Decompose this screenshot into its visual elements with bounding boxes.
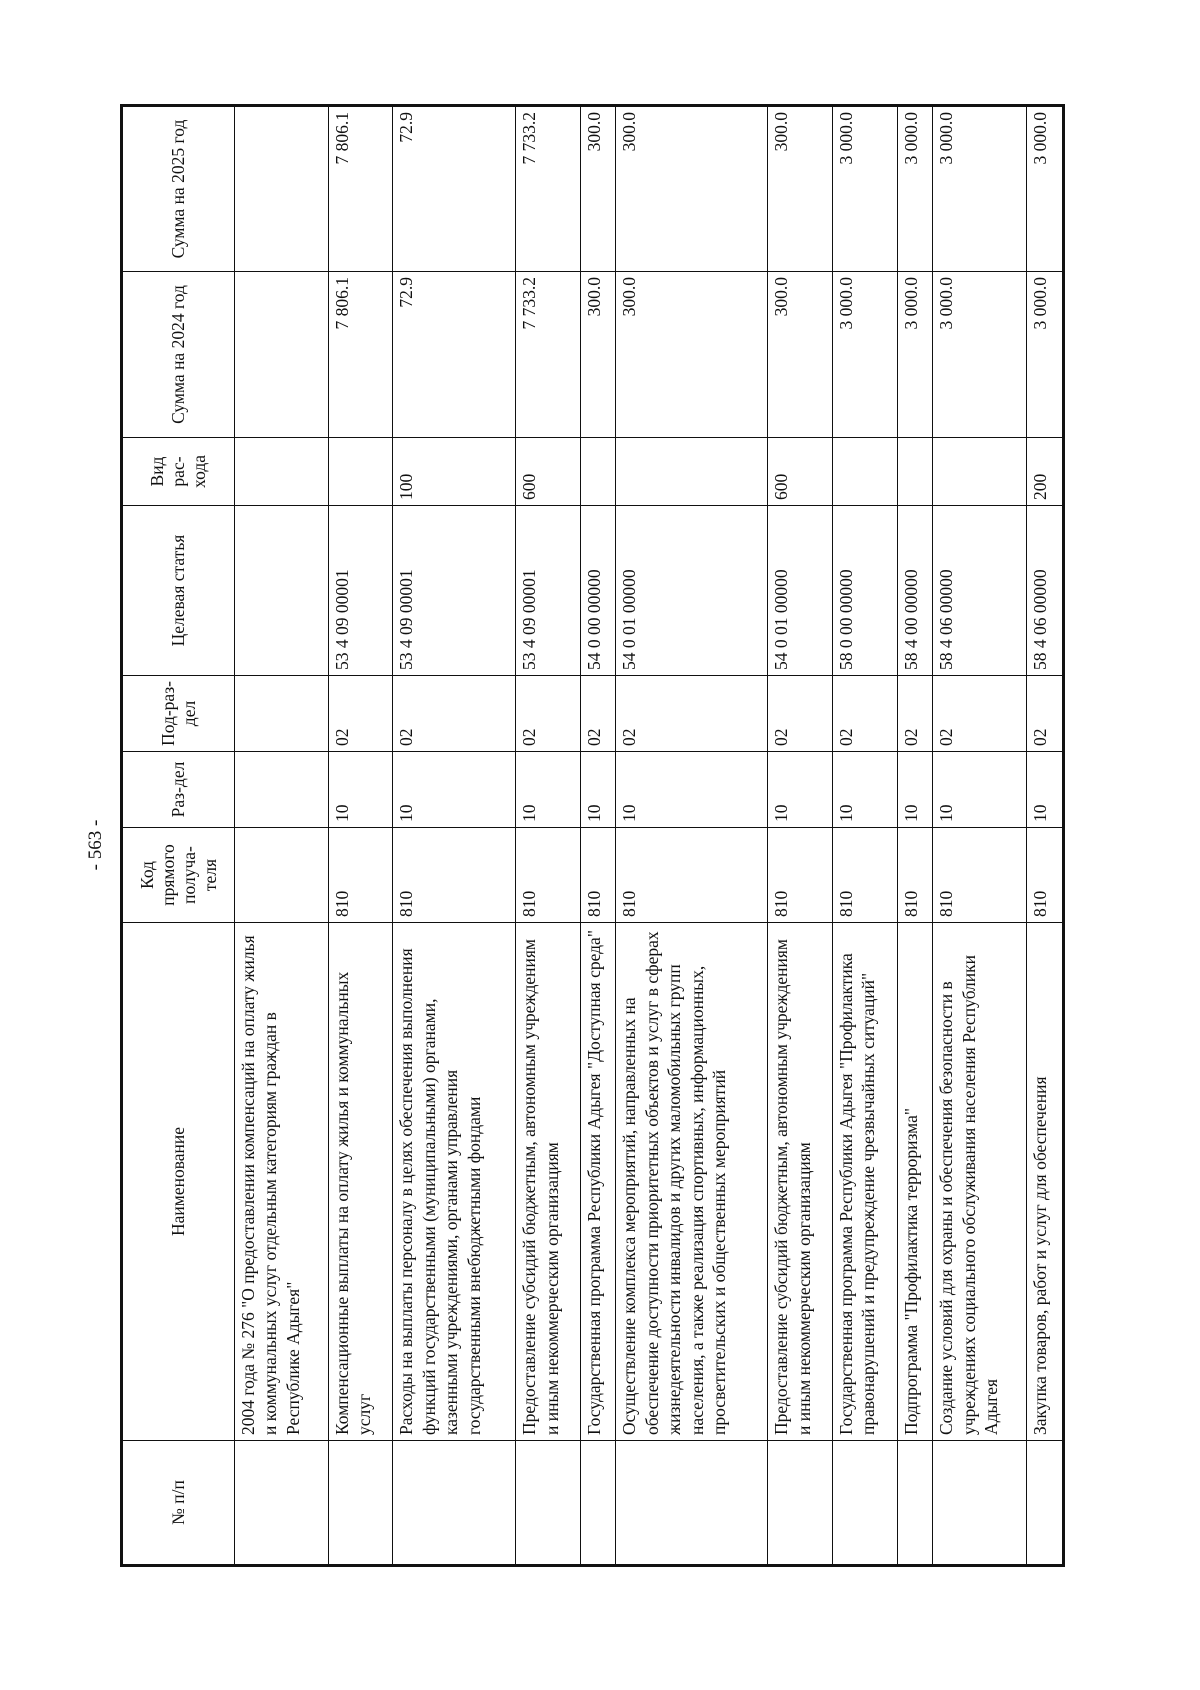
cell-subsection: 02 [328, 676, 393, 752]
cell-sum-2025: 3 000.0 [933, 106, 1027, 272]
cell-recipient: 810 [393, 828, 516, 923]
cell-subsection: 02 [768, 676, 833, 752]
cell-subsection: 02 [516, 676, 581, 752]
cell-subsection [235, 676, 329, 752]
table-header-row [122, 106, 235, 1566]
cell-sum-2025: 3 000.0 [1027, 106, 1064, 272]
header-name: Наименование [122, 923, 235, 1441]
cell-name: Закупка товаров, работ и услуг для обеспечения [1027, 923, 1064, 1441]
cell-name: Расходы на выплаты персоналу в целях обеспечения выполнения функций государственными (муниципальными) органами, казенными учреждениями, органами управления государственными внебюджетными фондами [393, 923, 516, 1441]
cell-sum-2025: 7 806.1 [328, 106, 393, 272]
table-row [393, 106, 516, 1566]
cell-sum-2024 [235, 272, 329, 438]
cell-target: 53 4 09 00001 [393, 506, 516, 676]
cell-section: 10 [616, 752, 768, 828]
table-row [616, 106, 768, 1566]
cell-name: Государственная программа Республики Адыгея "Профилактика правонарушений и предупреждение чрезвычайных ситуаций" [833, 923, 898, 1441]
cell-section [235, 752, 329, 828]
cell-num [1027, 1441, 1064, 1566]
header-sum-2024: Сумма на 2024 год [122, 272, 235, 438]
table-row [328, 106, 393, 1566]
header-sum-2025: Сумма на 2025 год [122, 106, 235, 272]
cell-section: 10 [897, 752, 933, 828]
cell-sum-2024: 72.9 [393, 272, 516, 438]
cell-num [580, 1441, 616, 1566]
cell-sum-2025: 3 000.0 [897, 106, 933, 272]
cell-num [833, 1441, 898, 1566]
cell-num [616, 1441, 768, 1566]
header-num: № п/п [122, 1441, 235, 1566]
cell-subsection: 02 [833, 676, 898, 752]
cell-num [235, 1441, 329, 1566]
cell-expense: 600 [516, 438, 581, 506]
cell-num [328, 1441, 393, 1566]
cell-sum-2025 [235, 106, 329, 272]
cell-subsection: 02 [933, 676, 1027, 752]
cell-sum-2025: 300.0 [768, 106, 833, 272]
table-row [933, 106, 1027, 1566]
header-target-article: Целевая статья [122, 506, 235, 676]
cell-expense: 100 [393, 438, 516, 506]
cell-target: 58 4 00 00000 [897, 506, 933, 676]
cell-expense: 600 [768, 438, 833, 506]
cell-target: 54 0 01 00000 [768, 506, 833, 676]
cell-expense [328, 438, 393, 506]
cell-target [235, 506, 329, 676]
table-row [1027, 106, 1064, 1566]
cell-name: Государственная программа Республики Адыгея "Доступная среда" [580, 923, 616, 1441]
cell-sum-2024: 3 000.0 [897, 272, 933, 438]
cell-target: 58 0 00 00000 [833, 506, 898, 676]
cell-recipient: 810 [768, 828, 833, 923]
cell-subsection: 02 [580, 676, 616, 752]
cell-name: Создание условий для охраны и обеспечения безопасности в учреждениях социального обслуживания населения Республики Адыгея [933, 923, 1027, 1441]
cell-expense [580, 438, 616, 506]
cell-name: Компенсационные выплаты на оплату жилья и коммунальных услуг [328, 923, 393, 1441]
cell-subsection: 02 [1027, 676, 1064, 752]
cell-sum-2024: 3 000.0 [833, 272, 898, 438]
cell-target: 53 4 09 00001 [516, 506, 581, 676]
page-number: - 563 - [85, 819, 106, 871]
cell-section: 10 [933, 752, 1027, 828]
cell-target: 54 0 00 00000 [580, 506, 616, 676]
cell-section: 10 [768, 752, 833, 828]
cell-recipient: 810 [616, 828, 768, 923]
cell-recipient: 810 [897, 828, 933, 923]
cell-num [933, 1441, 1027, 1566]
cell-sum-2024: 7 733.2 [516, 272, 581, 438]
cell-sum-2024: 3 000.0 [1027, 272, 1064, 438]
cell-section: 10 [580, 752, 616, 828]
cell-section: 10 [393, 752, 516, 828]
cell-recipient [235, 828, 329, 923]
cell-target: 54 0 01 00000 [616, 506, 768, 676]
cell-num [897, 1441, 933, 1566]
cell-sum-2024: 300.0 [580, 272, 616, 438]
cell-sum-2025: 7 733.2 [516, 106, 581, 272]
cell-num [768, 1441, 833, 1566]
table-row [580, 106, 616, 1566]
header-subsection: Под-раз-дел [122, 676, 235, 752]
cell-sum-2024: 300.0 [768, 272, 833, 438]
rotated-table-wrapper [120, 107, 1065, 1567]
cell-recipient: 810 [328, 828, 393, 923]
table-row [235, 106, 329, 1566]
cell-target: 53 4 09 00001 [328, 506, 393, 676]
cell-num [516, 1441, 581, 1566]
cell-section: 10 [328, 752, 393, 828]
cell-expense [616, 438, 768, 506]
cell-section: 10 [516, 752, 581, 828]
cell-sum-2024: 7 806.1 [328, 272, 393, 438]
cell-subsection: 02 [393, 676, 516, 752]
cell-recipient: 810 [833, 828, 898, 923]
cell-expense [235, 438, 329, 506]
header-expense-type: Вид рас-хода [122, 438, 235, 506]
cell-num [393, 1441, 516, 1566]
cell-section: 10 [1027, 752, 1064, 828]
cell-section: 10 [833, 752, 898, 828]
cell-expense [933, 438, 1027, 506]
cell-expense [897, 438, 933, 506]
cell-recipient: 810 [580, 828, 616, 923]
cell-recipient: 810 [1027, 828, 1064, 923]
cell-sum-2024: 3 000.0 [933, 272, 1027, 438]
cell-target: 58 4 06 00000 [1027, 506, 1064, 676]
table-row [897, 106, 933, 1566]
cell-sum-2025: 300.0 [616, 106, 768, 272]
cell-recipient: 810 [516, 828, 581, 923]
table-row [833, 106, 898, 1566]
cell-name: Подпрограмма "Профилактика терроризма" [897, 923, 933, 1441]
table-row [516, 106, 581, 1566]
cell-target: 58 4 06 00000 [933, 506, 1027, 676]
cell-name: Предоставление субсидий бюджетным, автономным учреждениям и иным некоммерческим организациям [768, 923, 833, 1441]
header-recipient-code: Код прямого получа-теля [122, 828, 235, 923]
table-row [768, 106, 833, 1566]
cell-name: 2004 года № 276 "О предоставлении компенсаций на оплату жилья и коммунальных услуг отдельным категориям граждан в Республике Адыгея" [235, 923, 329, 1441]
cell-subsection: 02 [616, 676, 768, 752]
cell-sum-2025: 300.0 [580, 106, 616, 272]
cell-sum-2024: 300.0 [616, 272, 768, 438]
cell-sum-2025: 3 000.0 [833, 106, 898, 272]
cell-name: Осуществление комплекса мероприятий, направленных на обеспечение доступности приоритетных объектов и услуг в сферах жизнедеятельности инвалидов и других маломобильных групп населения, а также реализация спортивных, информационных, просветительских и общественных мероприятий [616, 923, 768, 1441]
cell-expense: 200 [1027, 438, 1064, 506]
cell-expense [833, 438, 898, 506]
cell-subsection: 02 [897, 676, 933, 752]
cell-recipient: 810 [933, 828, 1027, 923]
budget-table [120, 104, 1065, 1567]
header-section: Раз-дел [122, 752, 235, 828]
cell-name: Предоставление субсидий бюджетным, автономным учреждениям и иным некоммерческим организациям [516, 923, 581, 1441]
cell-sum-2025: 72.9 [393, 106, 516, 272]
